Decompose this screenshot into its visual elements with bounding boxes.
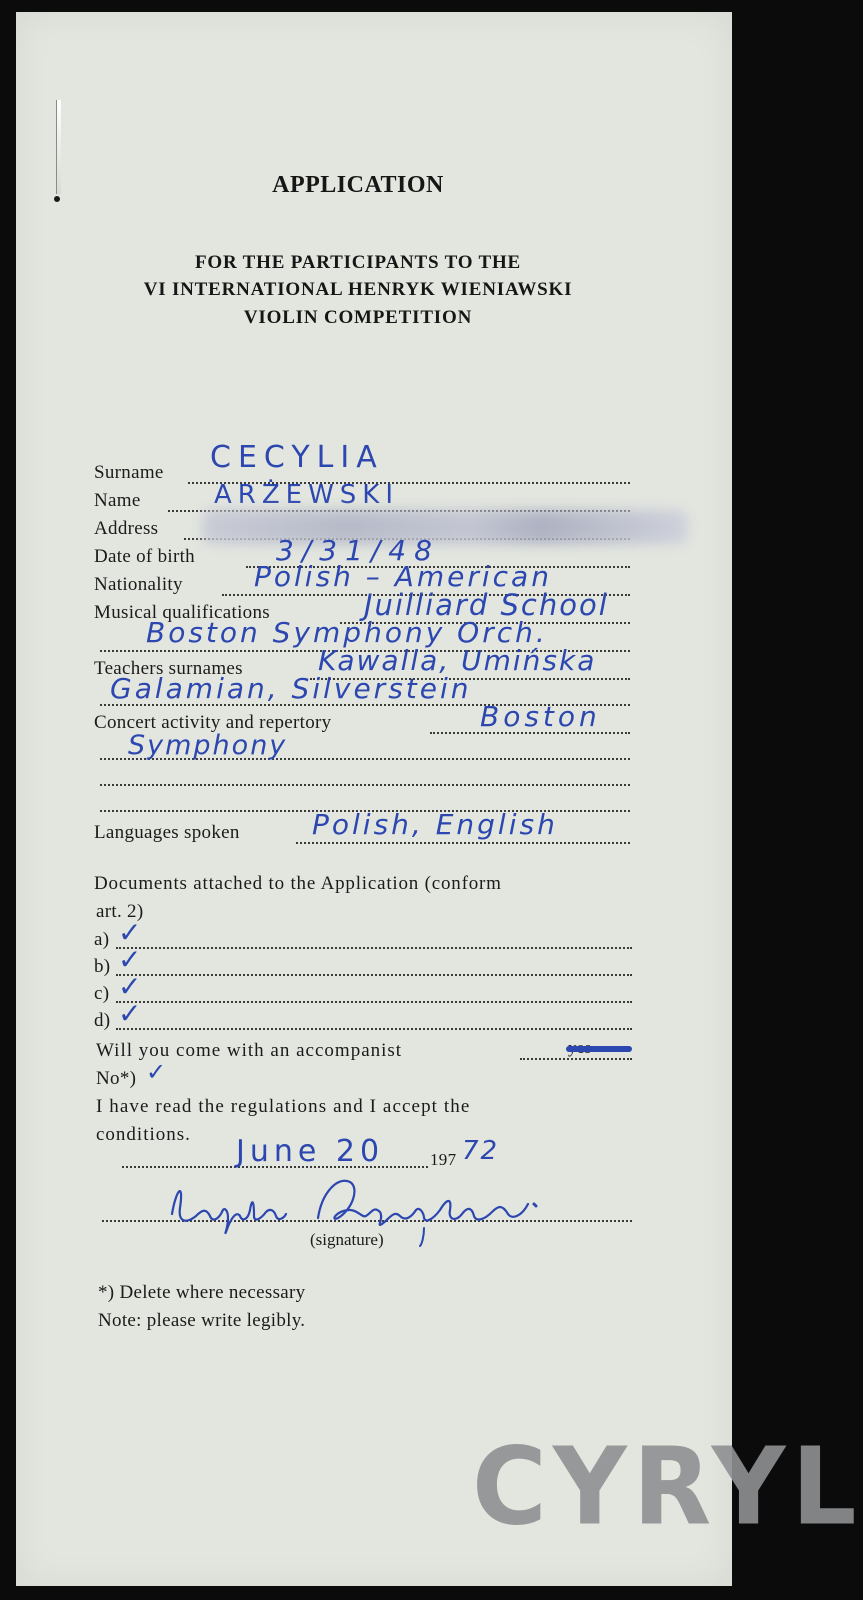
address-label: Address	[94, 518, 159, 539]
musical-value-2: Boston Symphony Orch.	[146, 616, 548, 649]
document-d-check: ✓	[118, 997, 146, 1030]
cyryl-watermark: CYRYL	[472, 1425, 863, 1550]
application-card	[16, 12, 732, 1586]
accompanist-question: Will you come with an accompanist	[96, 1040, 403, 1061]
regulations-line-2: conditions.	[96, 1124, 191, 1145]
footnote-delete: *) Delete where necessary	[98, 1282, 306, 1303]
dob-label: Date of birth	[94, 546, 195, 567]
concert-value-1: Boston	[480, 700, 601, 733]
dob-value: 3/31/48	[276, 534, 440, 567]
document-c-line	[116, 1001, 632, 1003]
document-a-label: a)	[94, 929, 110, 950]
name-value: ARŻEWSKI	[214, 480, 400, 510]
footnote-legibly: Note: please write legibly.	[98, 1310, 306, 1331]
year-prefix: 197	[430, 1150, 457, 1169]
surname-label: Surname	[94, 462, 164, 483]
teachers-value-1: Kawalla, Umińska	[318, 644, 597, 677]
musical-label: Musical qualifications	[94, 602, 270, 623]
documents-heading-1: Documents attached to the Application (conform	[94, 873, 502, 894]
year-suffix: 72	[462, 1136, 500, 1166]
signed-date: June 20	[236, 1134, 385, 1169]
languages-value: Polish, English	[312, 808, 558, 841]
teachers-value-2: Galamian, Silverstein	[110, 672, 472, 705]
subtitle-line-1: FOR THE PARTICIPANTS TO THE	[194, 252, 522, 273]
accompanist-no: No*)	[96, 1068, 137, 1089]
document-a-line	[116, 947, 632, 949]
document-d-label: d)	[94, 1010, 111, 1031]
nationality-label: Nationality	[94, 574, 183, 595]
concert-value-2: Symphony	[128, 730, 288, 761]
subtitle-line-2: VI INTERNATIONAL HENRYK WIENIAWSKI	[143, 279, 573, 300]
languages-line	[296, 842, 630, 844]
teachers-label: Teachers surnames	[94, 658, 243, 679]
accompanist-no-check: ✓	[146, 1058, 171, 1086]
concert-line-3	[100, 784, 630, 786]
accompanist-line	[520, 1058, 632, 1060]
redacted-address	[202, 510, 688, 544]
document-b-label: b)	[94, 956, 111, 977]
surname-value: CECYLIA	[210, 440, 384, 475]
document-b-check: ✓	[118, 943, 146, 976]
document-a-check: ✓	[118, 916, 146, 949]
document-c-label: c)	[94, 983, 110, 1004]
regulations-line-1: I have read the regulations and I accept the	[96, 1096, 471, 1117]
documents-heading-2: art. 2)	[96, 901, 144, 922]
subtitle-line-3: VIOLIN COMPETITION	[243, 307, 473, 328]
document-d-line	[116, 1028, 632, 1030]
document-c-check: ✓	[118, 970, 146, 1003]
nationality-value: Polish – American	[254, 560, 552, 593]
languages-label: Languages spoken	[94, 822, 240, 843]
page-title: APPLICATION	[272, 172, 444, 198]
document-b-line	[116, 974, 632, 976]
musical-value-1: Juilliard School	[364, 588, 609, 622]
concert-label: Concert activity and repertory	[94, 712, 332, 733]
yes-strikethrough	[566, 1046, 632, 1052]
signature-label: (signature)	[310, 1230, 384, 1249]
name-label: Name	[94, 490, 141, 511]
